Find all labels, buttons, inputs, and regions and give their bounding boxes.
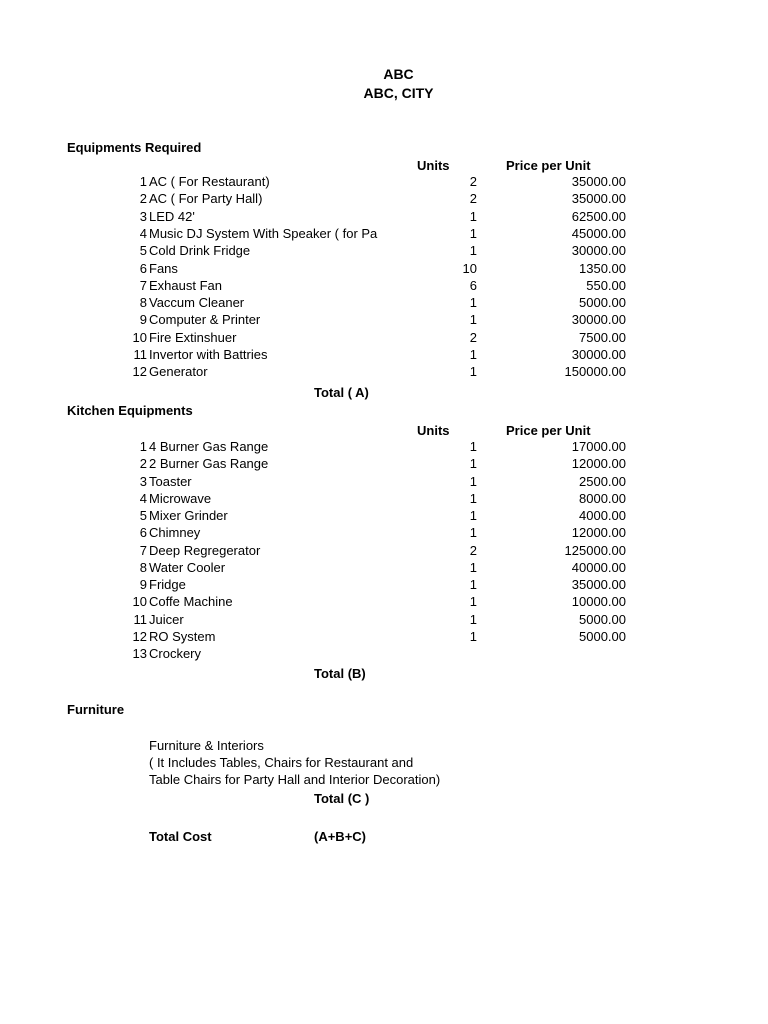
row-number: 5 — [139, 508, 147, 523]
table-row — [0, 261, 768, 278]
item-price: 550.00 — [586, 277, 626, 293]
price-header: Price per Unit — [506, 423, 591, 438]
table-row — [0, 312, 768, 329]
item-name: Generator — [149, 364, 208, 380]
item-price: 5000.00 — [579, 611, 626, 627]
item-name: 4 Burner Gas Range — [149, 439, 269, 454]
item-name: RO System — [149, 628, 216, 644]
furniture-section-title: Furniture — [67, 702, 125, 717]
item-price: 30000.00 — [571, 347, 626, 362]
company-city: ABC, CITY — [363, 85, 434, 101]
item-name: Computer & Printer — [149, 312, 261, 328]
item-name: LED 42' — [149, 208, 195, 224]
item-price: 8000.00 — [579, 490, 626, 506]
row-number: 2 — [139, 191, 147, 207]
item-name: Chimney — [149, 525, 201, 541]
item-price: 150000.00 — [564, 364, 626, 380]
row-number: 4 — [139, 225, 147, 241]
table-row — [0, 560, 768, 577]
item-units: 1 — [469, 577, 477, 592]
row-number: 11 — [133, 347, 147, 362]
table-row — [0, 439, 768, 456]
item-name: Fans — [149, 260, 178, 276]
table-row — [0, 295, 768, 312]
item-name: Microwave — [149, 490, 212, 506]
item-name: Music DJ System With Speaker ( for Pa — [149, 225, 378, 241]
row-number: 6 — [139, 260, 147, 276]
table-row — [0, 278, 768, 295]
item-units: 1 — [469, 208, 477, 224]
item-name: AC ( For Party Hall) — [149, 191, 263, 207]
item-name: Toaster — [149, 473, 192, 489]
price-header: Price per Unit — [506, 158, 591, 173]
item-units: 10 — [462, 260, 477, 276]
item-units: 1 — [469, 559, 477, 575]
row-number: 13 — [132, 646, 147, 661]
table-row — [0, 347, 768, 364]
item-price: 5000.00 — [579, 628, 626, 644]
table-row — [0, 525, 768, 542]
item-price: 35000.00 — [571, 191, 626, 207]
item-units: 1 — [469, 594, 477, 610]
row-number: 4 — [139, 490, 147, 506]
table-row — [0, 456, 768, 473]
item-price: 4000.00 — [579, 508, 626, 523]
item-name: Fridge — [149, 577, 186, 592]
item-price: 30000.00 — [571, 243, 626, 259]
row-number: 7 — [139, 277, 147, 293]
equipments-total-label: Total ( A) — [314, 385, 369, 400]
row-number: 12 — [132, 628, 147, 644]
row-number: 11 — [133, 611, 147, 627]
table-row — [0, 209, 768, 226]
item-name: Coffe Machine — [149, 594, 233, 610]
table-row — [0, 612, 768, 629]
item-name: Water Cooler — [149, 559, 226, 575]
kitchen-column-header — [0, 422, 768, 439]
item-price: 12000.00 — [571, 525, 626, 541]
item-units: 1 — [469, 611, 477, 627]
item-price: 35000.00 — [571, 577, 626, 592]
item-units: 2 — [469, 191, 477, 207]
item-price: 35000.00 — [571, 174, 626, 189]
item-price: 1350.00 — [579, 260, 626, 276]
row-number: 3 — [139, 208, 147, 224]
item-units: 1 — [469, 295, 477, 311]
table-row — [0, 243, 768, 260]
item-units: 1 — [469, 243, 477, 259]
item-units: 2 — [469, 329, 477, 345]
item-units: 6 — [469, 277, 477, 293]
item-units: 1 — [469, 364, 477, 380]
row-number: 2 — [139, 456, 147, 472]
item-name: Mixer Grinder — [149, 508, 228, 523]
item-units: 1 — [469, 473, 477, 489]
row-number: 5 — [139, 243, 147, 259]
row-number: 8 — [139, 295, 147, 311]
total-cost-formula: (A+B+C) — [314, 829, 367, 844]
item-units: 1 — [469, 456, 477, 472]
table-row — [0, 191, 768, 208]
item-units: 1 — [469, 347, 477, 362]
kitchen-section-title: Kitchen Equipments — [67, 403, 193, 418]
item-name: Exhaust Fan — [149, 277, 222, 293]
item-name: Vaccum Cleaner — [149, 295, 245, 311]
row-number: 10 — [132, 329, 147, 345]
table-row — [0, 577, 768, 594]
item-price: 12000.00 — [571, 456, 626, 472]
table-row — [0, 508, 768, 525]
row-number: 9 — [139, 577, 147, 592]
row-number: 8 — [139, 559, 147, 575]
item-units: 1 — [469, 225, 477, 241]
item-price: 5000.00 — [579, 295, 626, 311]
table-row — [0, 543, 768, 560]
item-name: Crockery — [149, 646, 202, 661]
item-price: 7500.00 — [579, 329, 626, 345]
item-units: 2 — [469, 174, 477, 189]
row-number: 6 — [139, 525, 147, 541]
item-units: 1 — [469, 490, 477, 506]
row-number: 9 — [139, 312, 147, 328]
table-row — [0, 226, 768, 243]
table-row — [0, 474, 768, 491]
furniture-line-1: Furniture & Interiors — [149, 738, 264, 753]
item-name: Deep Regregerator — [149, 542, 261, 558]
item-name: Fire Extinshuer — [149, 329, 237, 345]
table-row — [0, 646, 768, 663]
item-units: 1 — [469, 525, 477, 541]
row-number: 1 — [139, 174, 147, 189]
row-number: 10 — [132, 594, 147, 610]
kitchen-total-label: Total (B) — [314, 666, 366, 681]
row-number: 7 — [139, 542, 147, 558]
table-row — [0, 594, 768, 611]
total-cost-label: Total Cost — [149, 829, 212, 844]
item-units: 1 — [469, 508, 477, 523]
furniture-total-label: Total (C ) — [314, 791, 370, 806]
row-number: 1 — [139, 439, 147, 454]
row-number: 12 — [132, 364, 147, 380]
item-price: 2500.00 — [579, 473, 626, 489]
item-price: 45000.00 — [571, 225, 626, 241]
table-row — [0, 364, 768, 381]
item-price: 10000.00 — [571, 594, 626, 610]
equipments-section-title: Equipments Required — [67, 140, 202, 155]
item-units: 2 — [469, 542, 477, 558]
item-price: 30000.00 — [571, 312, 626, 328]
furniture-line-2: ( It Includes Tables, Chairs for Restaurant and — [149, 755, 414, 770]
item-name: Cold Drink Fridge — [149, 243, 251, 259]
units-header: Units — [417, 423, 450, 438]
units-header: Units — [417, 158, 450, 173]
table-row — [0, 491, 768, 508]
item-price: 17000.00 — [571, 439, 626, 454]
item-price: 40000.00 — [571, 559, 626, 575]
furniture-line-3: Table Chairs for Party Hall and Interior Decoration) — [149, 772, 441, 787]
item-price: 62500.00 — [571, 208, 626, 224]
row-number: 3 — [139, 473, 147, 489]
table-row — [0, 629, 768, 646]
item-name: AC ( For Restaurant) — [149, 174, 270, 189]
table-row — [0, 174, 768, 191]
item-price: 125000.00 — [564, 542, 626, 558]
item-name: 2 Burner Gas Range — [149, 456, 269, 472]
company-name: ABC — [383, 66, 414, 82]
item-name: Invertor with Battries — [149, 347, 268, 362]
item-units: 1 — [469, 312, 477, 328]
item-name: Juicer — [149, 611, 184, 627]
item-units: 1 — [469, 439, 477, 454]
item-units: 1 — [469, 628, 477, 644]
table-row — [0, 330, 768, 347]
equipments-column-header — [0, 157, 768, 174]
